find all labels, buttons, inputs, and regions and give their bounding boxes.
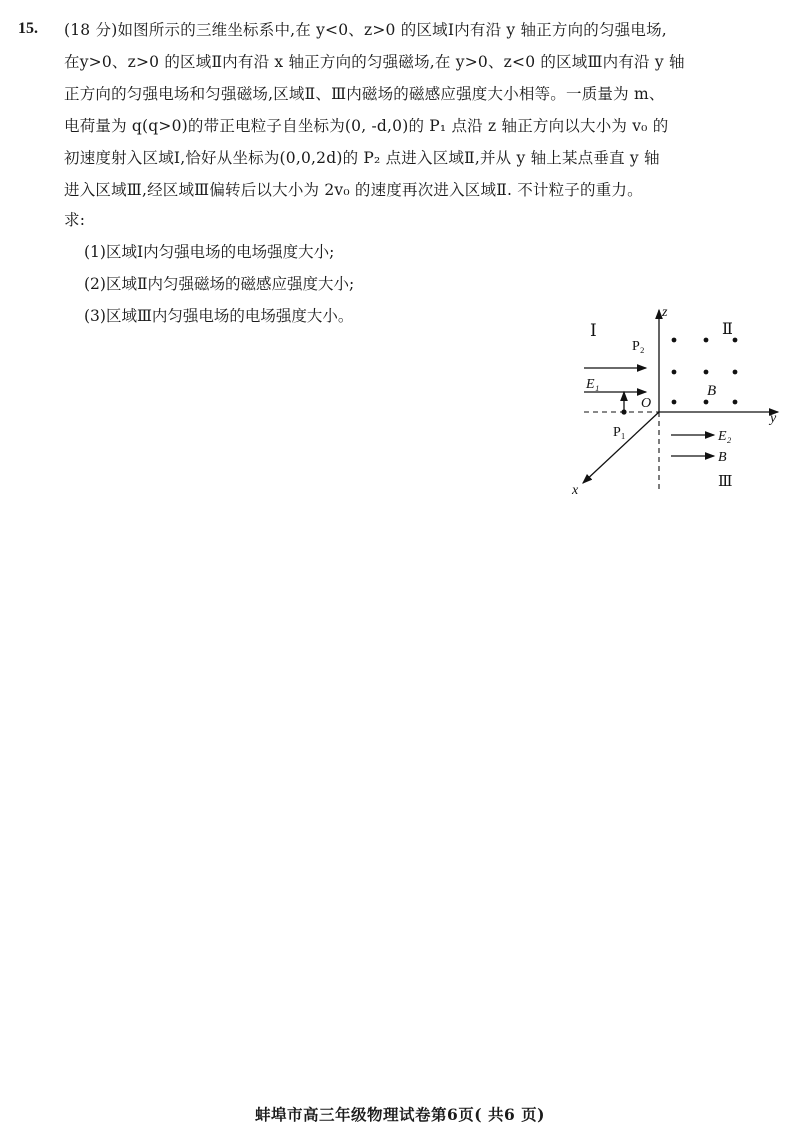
b-dot bbox=[672, 400, 677, 405]
sub-question-1: (1)区域Ⅰ内匀强电场的电场强度大小; bbox=[84, 243, 335, 261]
b-dot bbox=[704, 370, 709, 375]
b-region2-label: B bbox=[707, 383, 717, 399]
p1-label: P₁ bbox=[613, 425, 626, 440]
region-3-label: Ⅲ bbox=[718, 474, 733, 490]
question-line-6: 进入区域Ⅲ,经区域Ⅲ偏转后以大小为 2v₀ 的速度再次进入区域Ⅱ. 不计粒子的重力。 bbox=[64, 181, 643, 199]
b-dot bbox=[704, 338, 709, 343]
page-footer: 蚌埠市高三年级物理试卷第6页( 共6 页) bbox=[254, 1105, 546, 1124]
b-dot bbox=[733, 338, 738, 343]
x-axis bbox=[583, 412, 659, 483]
b-dot bbox=[733, 400, 738, 405]
y-axis-label: y bbox=[770, 411, 777, 426]
region-1-label: Ⅰ bbox=[590, 321, 597, 340]
p1-point bbox=[621, 409, 626, 414]
field-diagram bbox=[556, 300, 786, 505]
question-line-2: 在y>0、z>0 的区域Ⅱ内有沿 x 轴正方向的匀强磁场,在 y>0、z<0 的区域Ⅲ内有沿 y 轴 bbox=[64, 53, 685, 71]
b-region3-label: B bbox=[718, 450, 727, 465]
z-axis-label: z bbox=[662, 305, 668, 320]
question-line-1: (18 分)如图所示的三维坐标系中,在 y<0、z>0 的区域Ⅰ内有沿 y 轴正方向的匀强电场, bbox=[64, 21, 667, 39]
p2-label: P₂ bbox=[632, 339, 645, 354]
question-line-5: 初速度射入区域Ⅰ,恰好从坐标为(0,0,2d)的 P₂ 点进入区域Ⅱ,并从 y 轴上某点垂直 y 轴 bbox=[64, 149, 660, 167]
e1-label: E₁ bbox=[586, 377, 600, 392]
sub-question-2: (2)区域Ⅱ内匀强磁场的磁感应强度大小; bbox=[84, 275, 355, 293]
question-number: 15. bbox=[18, 20, 38, 37]
region-2-label: Ⅱ bbox=[722, 321, 733, 338]
question-line-7: 求: bbox=[64, 211, 86, 229]
question-line-3: 正方向的匀强电场和匀强磁场,区域Ⅱ、Ⅲ内磁场的磁感应强度大小相等。一质量为 m、 bbox=[64, 85, 665, 103]
origin-label: O bbox=[641, 396, 652, 411]
e2-label: E₂ bbox=[718, 429, 732, 444]
b-dot bbox=[704, 400, 709, 405]
b-dot bbox=[672, 370, 677, 375]
b-dot bbox=[733, 370, 738, 375]
b-dot bbox=[672, 338, 677, 343]
question-line-4: 电荷量为 q(q>0)的带正电粒子自坐标为(0, -d,0)的 P₁ 点沿 z 轴正方向以大小为 v₀ 的 bbox=[64, 117, 669, 135]
x-axis-label: x bbox=[572, 483, 579, 498]
sub-question-3: (3)区域Ⅲ内匀强电场的电场强度大小。 bbox=[84, 307, 354, 325]
